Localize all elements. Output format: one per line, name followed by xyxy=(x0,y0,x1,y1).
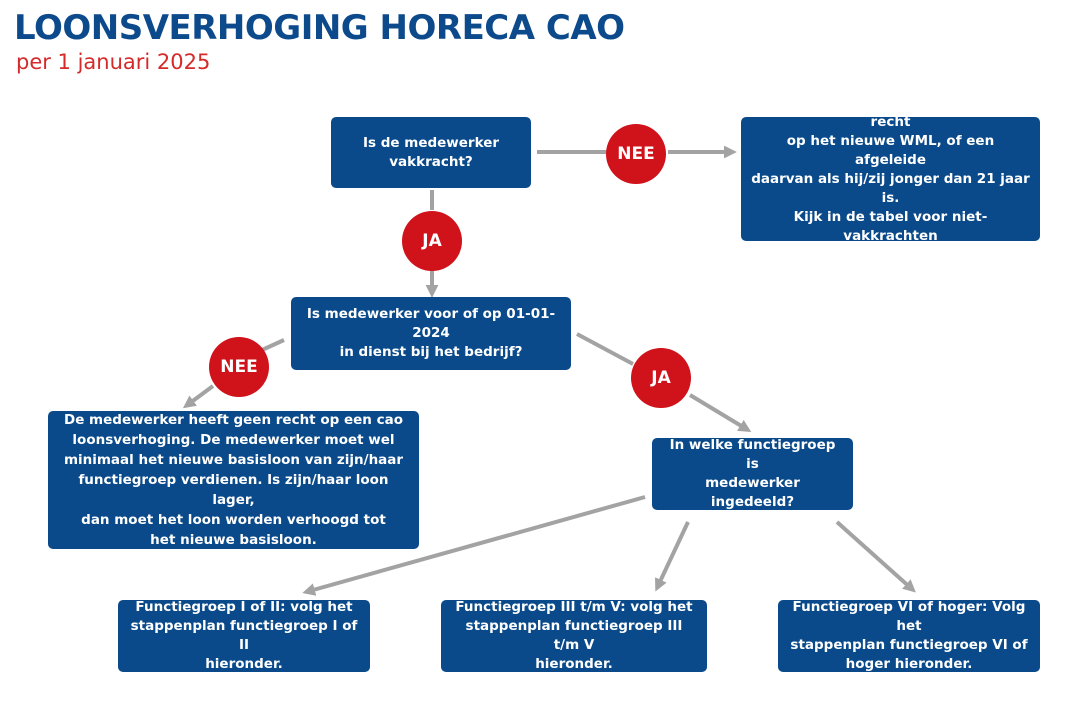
arrow-in-dienst-to-nee xyxy=(262,340,284,350)
result-niet-vakkracht: De medewerker heeft minimaal recht op het nieuwe WML, of een afgeleide daarvan als hij/zij jonger dan 21 jaar is. Kijk in de tabel voor niet-vakkrachten voor het juiste loon. xyxy=(741,117,1040,241)
question-vakkracht: Is de medewerker vakkracht? xyxy=(331,117,531,188)
badge-nee-in-dienst: NEE xyxy=(209,337,269,397)
badge-ja-vakkracht: JA xyxy=(402,211,462,271)
result-groep-1-2: Functiegroep I of II: volg het stappenplan functiegroep I of II hieronder. xyxy=(118,600,370,672)
result-geen-recht: De medewerker heeft geen recht op een cao loonsverhoging. De medewerker moet wel minimaal het nieuwe basisloon van zijn/haar functiegroep verdienen. Is zijn/haar loon lager, dan moet het loon worden verhoogd tot het nieuwe basisloon. xyxy=(48,411,419,549)
result-groep-6: Functiegroep VI of hoger: Volg het stappenplan functiegroep VI of hoger hieronder. xyxy=(778,600,1040,672)
question-in-dienst: Is medewerker voor of op 01-01-2024 in dienst bij het bedrijf? xyxy=(291,297,571,370)
arrow-to-groep-3-5 xyxy=(657,522,688,588)
arrow-in-dienst-to-ja xyxy=(577,334,633,364)
page-subtitle: per 1 januari 2025 xyxy=(16,50,211,74)
badge-ja-in-dienst: JA xyxy=(631,348,691,408)
question-functiegroep: In welke functiegroep is medewerker ingedeeld? xyxy=(652,438,853,510)
arrow-ja-to-functiegroep xyxy=(690,395,748,430)
badge-nee-vakkracht: NEE xyxy=(606,124,666,184)
arrow-nee-to-geen-recht xyxy=(186,386,213,406)
result-groep-3-5: Functiegroep III t/m V: volg het stappenplan functiegroep III t/m V hieronder. xyxy=(441,600,707,672)
page-title: LOONSVERHOGING HORECA CAO xyxy=(14,8,625,48)
arrow-to-groep-6 xyxy=(837,522,913,590)
